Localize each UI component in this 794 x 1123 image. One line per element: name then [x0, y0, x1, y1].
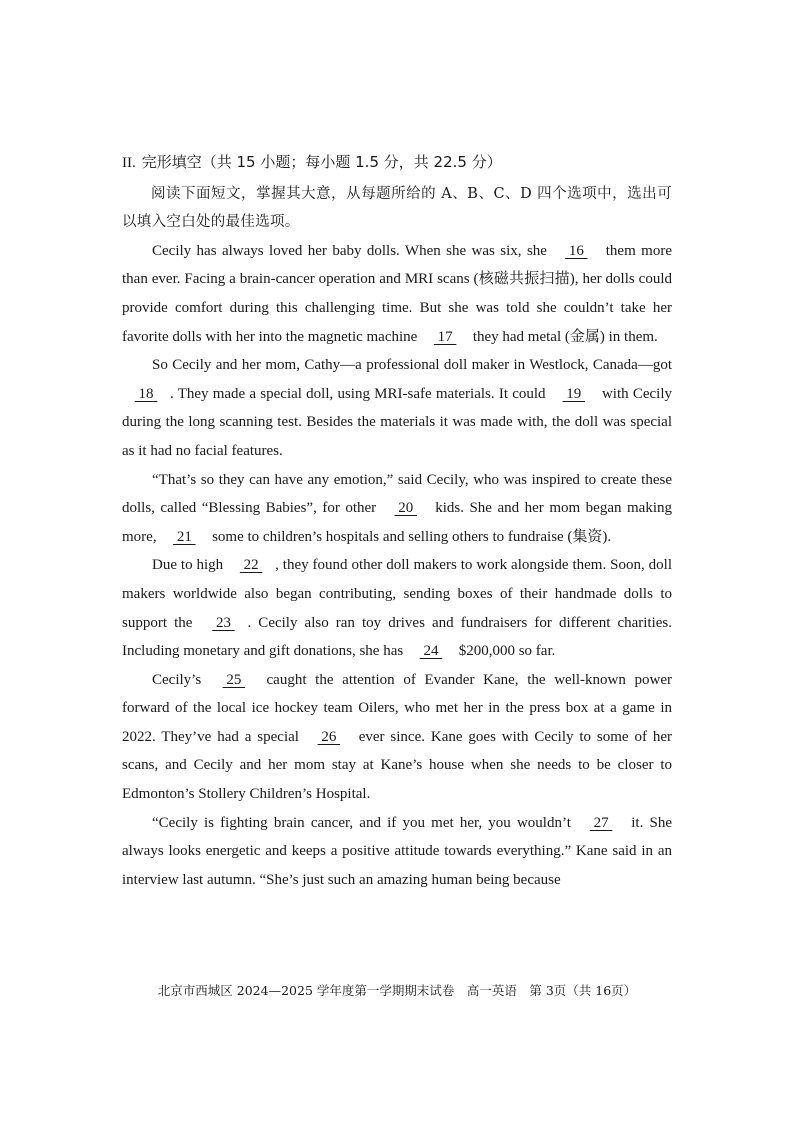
passage-text: Cecily has always loved her baby dolls. When she was six, she [152, 242, 553, 259]
passage-paragraph [122, 551, 672, 665]
passage-text: with Cecily during the long scanning test. Besides the materials it was made with, the doll was special as it had no facial features. [122, 385, 673, 459]
passage-text: Cecily’s [152, 671, 210, 688]
blank-23: 23 [212, 614, 235, 631]
section-heading [122, 148, 672, 178]
blank-24: 24 [419, 643, 443, 660]
passage-text: them more than ever. Facing a brain-cancer operation and MRI scans (核磁共振扫描), her dolls could provide comfort during this challenging time. But she was told she couldn’t take her favorite dolls with her into the magnetic machine [122, 242, 672, 345]
cloze-passage [122, 237, 672, 895]
passage-text: “Cecily is fighting brain cancer, and if you met her, you wouldn’t [152, 814, 578, 831]
page-footer: 北京市西城区 2024—2025 学年度第一学期期末试卷 高一英语 第 3页（共 16页） [157, 983, 637, 998]
blank-17: 17 [433, 328, 457, 345]
passage-text: it. She always looks energetic and keeps a positive attitude towards everything.” Kane said in an interview last autumn. “She’s just such an amazing human being because [122, 814, 673, 888]
passage-text: So Cecily and her mom, Cathy—a professional doll maker in Westlock, Canada—got [152, 357, 672, 374]
blank-21: 21 [173, 528, 196, 545]
passage-paragraph [122, 666, 672, 809]
passage-paragraph [122, 351, 672, 465]
blank-25: 25 [222, 671, 246, 688]
passage-text: they had metal (金属) in them. [469, 328, 658, 345]
blank-22: 22 [239, 557, 263, 574]
blank-20: 20 [394, 500, 417, 517]
passage-text: kids. She and her mom began making more, [122, 500, 672, 545]
passage-paragraph [122, 466, 672, 552]
blank-18: 18 [134, 385, 158, 402]
section-title: 完形填空（共 15 小题；每小题 1.5 分，共 22.5 分） [141, 153, 502, 171]
passage-text: , they found other doll makers to work alongside them. Soon, doll makers worldwide also began contributing, sending boxes of their handmade dolls to support the [122, 557, 672, 631]
passage-text: $200,000 so far. [454, 643, 556, 660]
blank-16: 16 [565, 242, 588, 259]
blank-26: 26 [317, 728, 341, 745]
passage-text: “That’s so they can have any emotion,” said Cecily, who was inspired to create these dolls, called “Blessing Babies”, for other [122, 471, 672, 517]
passage-text: . They made a special doll, using MRI-safe materials. It could [170, 385, 550, 402]
passage-text: some to children’s hospitals and selling others to fundraise (集资). [208, 528, 612, 545]
passage-paragraph [122, 809, 672, 895]
section-instruction: 阅读下面短文，掌握其大意，从每题所给的 A、B、C、D 四个选项中，选出可以填入空白处的最佳选项。 [122, 185, 672, 231]
blank-27: 27 [589, 814, 613, 831]
passage-text: . Cecily also ran toy drives and fundraisers for different charities. Including monetary and gift donations, she has [122, 614, 672, 660]
passage-paragraph [122, 237, 672, 351]
section-number: II. [122, 155, 136, 171]
cloze-section [122, 148, 672, 894]
passage-text: Due to high [152, 557, 228, 574]
passage-text: caught the attention of Evander Kane, the well-known power forward of the local ice hockey team Oilers, who met her in the press box at a game in 2022. They’ve had a special [122, 671, 672, 745]
blank-19: 19 [562, 385, 585, 402]
passage-text: ever since. Kane goes with Cecily to some of her scans, and Cecily and her mom stay at Kane’s house when she needs to be closer to Edmonton’s Stollery Children’s Hospital. [122, 728, 673, 803]
